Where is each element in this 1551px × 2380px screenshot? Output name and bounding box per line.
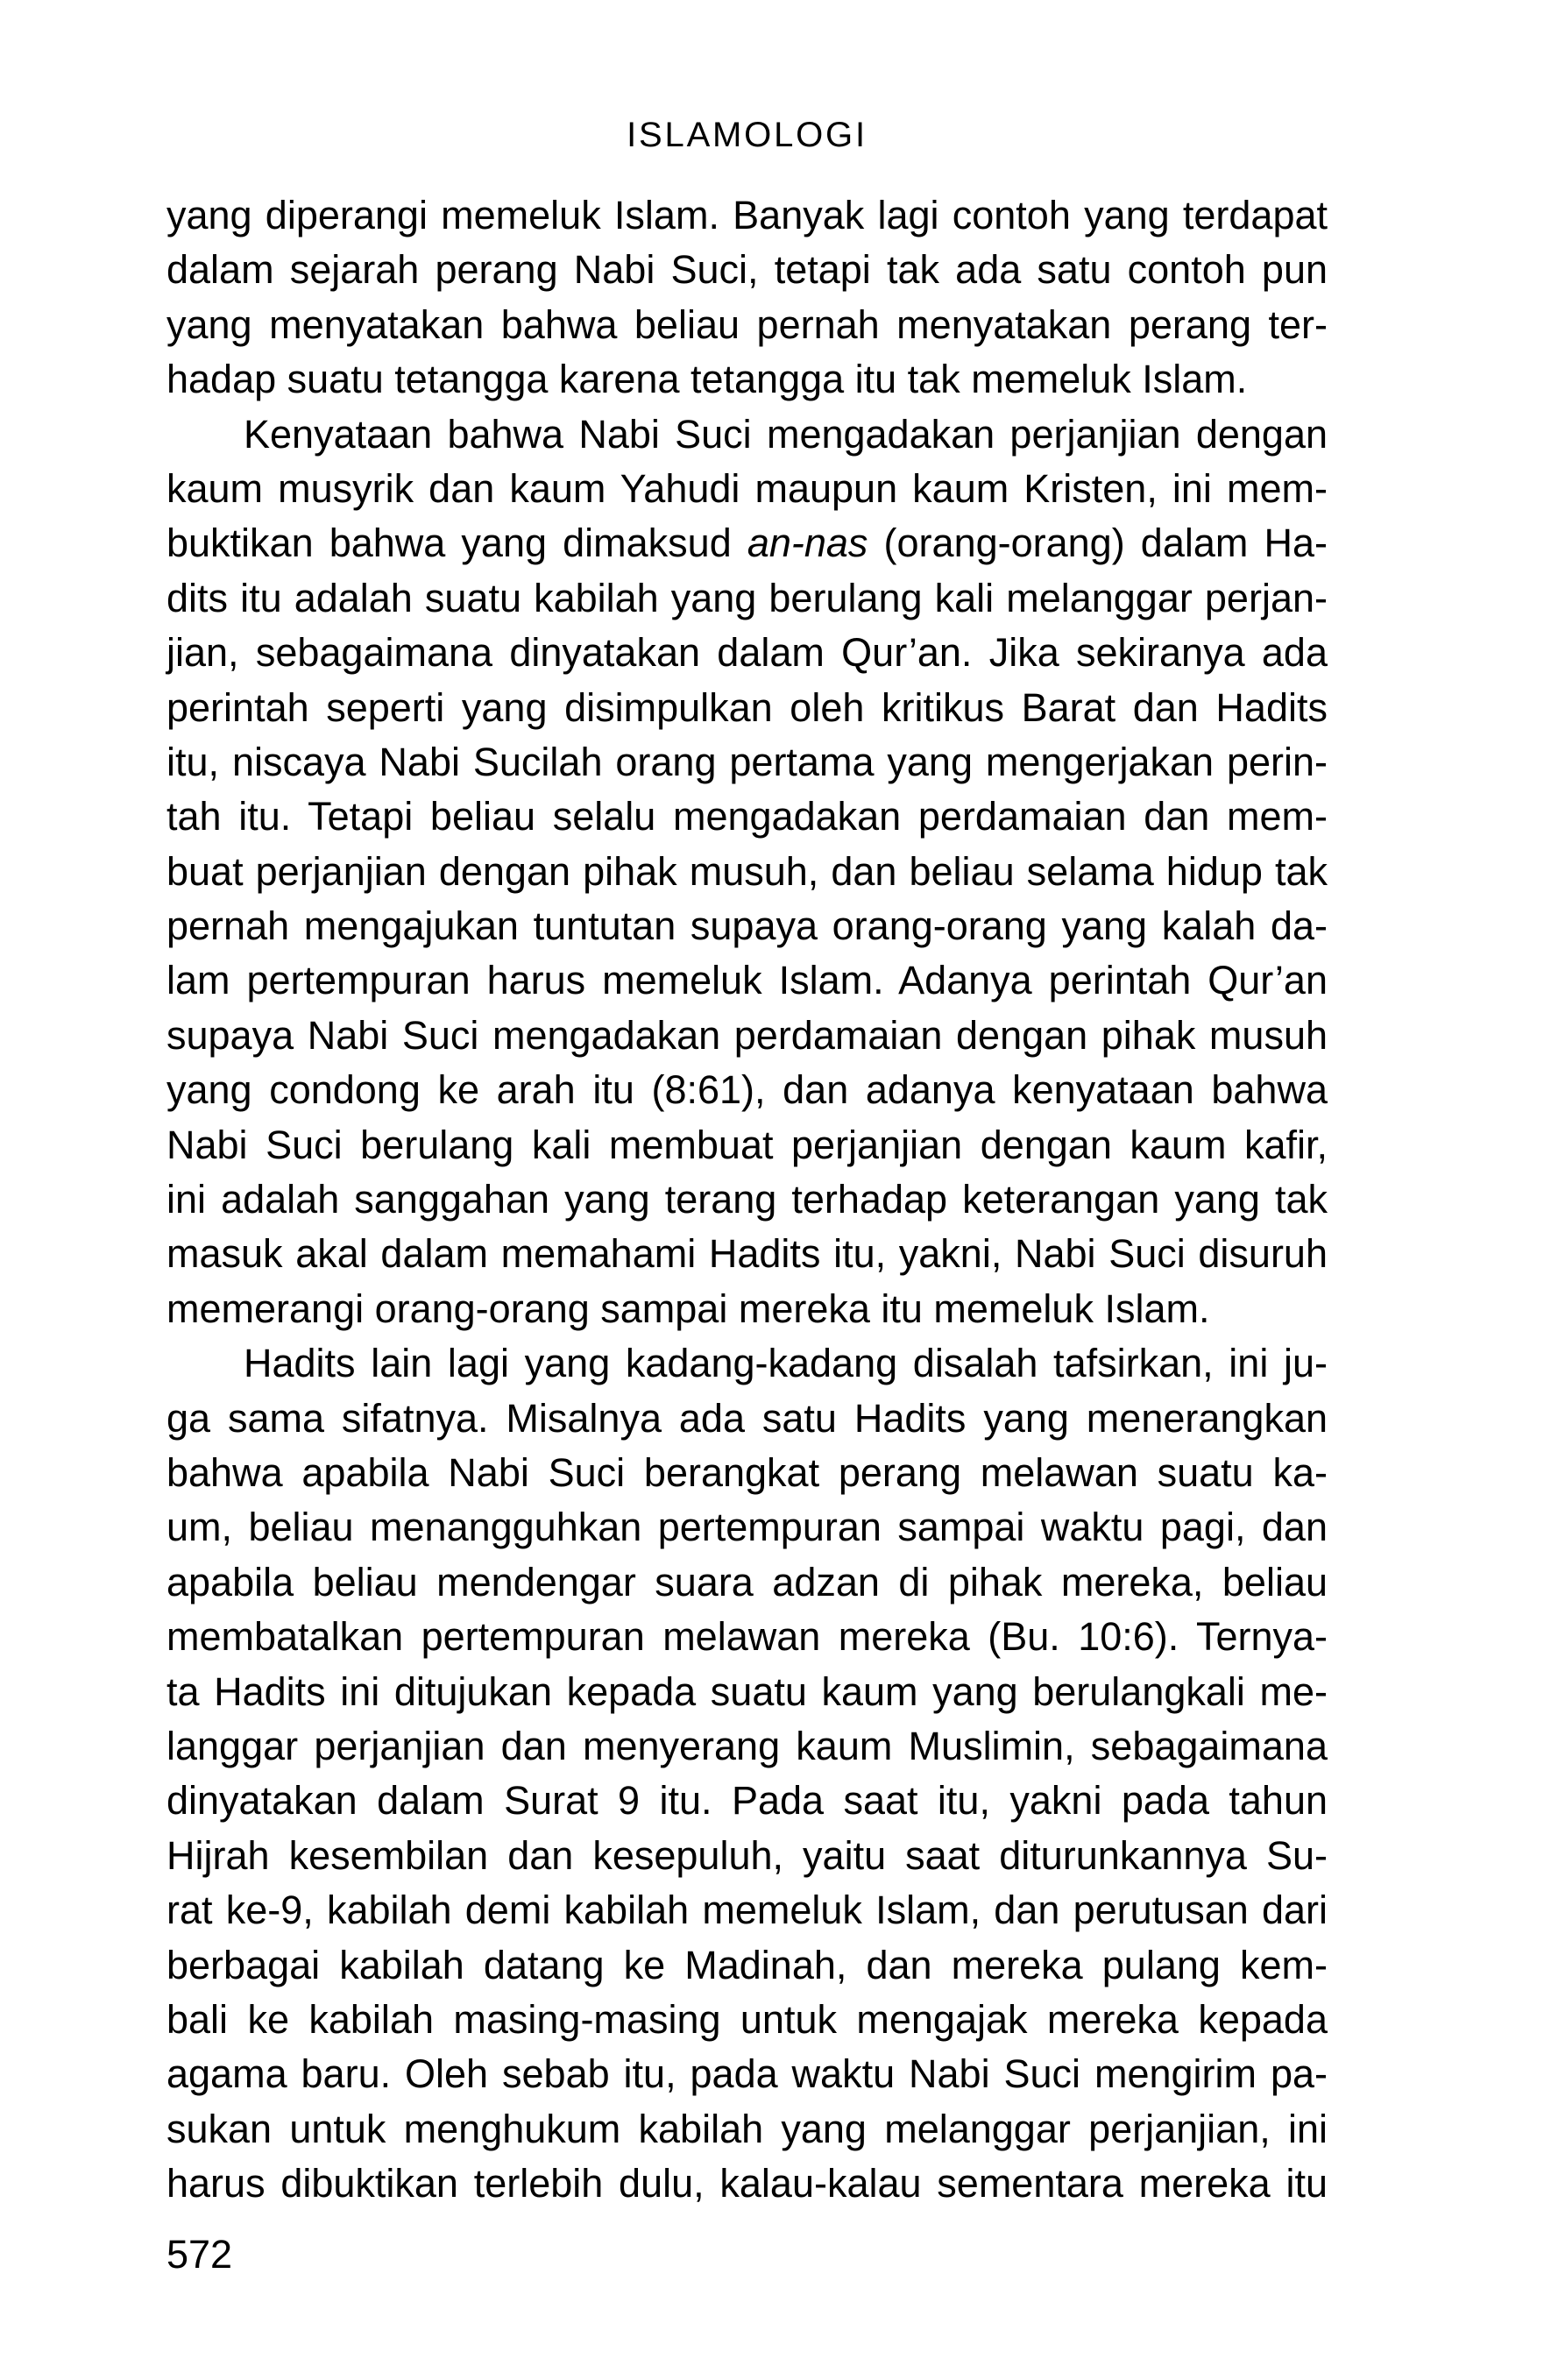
text-segment: dinyatakan dalam Surat 9 itu. Pada saat itu, yakni pada tahun xyxy=(166,1778,1328,1824)
text-segment: kaum musyrik dan kaum Yahudi maupun kaum Kristen, ini mem- xyxy=(166,465,1328,511)
text-line xyxy=(166,1063,1328,1117)
text-segment: (orang-orang) dalam Ha- xyxy=(868,521,1328,566)
text-line xyxy=(166,407,1328,462)
text-segment: Nabi Suci berulang kali membuat perjanjian dengan kaum kafir, xyxy=(166,1122,1328,1167)
text-segment: dits itu adalah suatu kabilah yang berulang kali melanggar perjan- xyxy=(166,575,1328,620)
text-segment: buktikan bahwa yang dimaksud xyxy=(166,521,747,566)
text-line xyxy=(166,1282,1328,1336)
text-segment: langgar perjanjian dan menyerang kaum Muslimin, sebagaimana xyxy=(166,1723,1328,1768)
text-segment: dalam sejarah perang Nabi Suci, tetapi tak ada satu contoh pun xyxy=(166,247,1328,293)
text-segment: yang menyatakan bahwa beliau pernah menyatakan perang ter- xyxy=(166,301,1328,347)
text-segment: bahwa apabila Nabi Suci berangkat perang melawan suatu ka- xyxy=(166,1449,1328,1495)
text-line xyxy=(166,571,1328,626)
text-line xyxy=(166,1555,1328,1610)
text-line xyxy=(166,1774,1328,1828)
text-segment: perintah seperti yang disimpulkan oleh kritikus Barat dan Hadits xyxy=(166,684,1328,730)
text-segment: Kenyataan bahwa Nabi Suci mengadakan perjanjian dengan xyxy=(244,411,1328,457)
text-line xyxy=(166,1172,1328,1227)
text-segment: memerangi orang-orang sampai mereka itu memeluk Islam. xyxy=(166,1286,1210,1331)
text-block xyxy=(166,188,1328,2211)
text-line xyxy=(166,1665,1328,1719)
text-line xyxy=(166,1392,1328,1446)
text-segment: itu, niscaya Nabi Sucilah orang pertama yang mengerjakan perin- xyxy=(166,739,1328,784)
text-segment: sukan untuk menghukum kabilah yang melanggar perjanjian, ini xyxy=(166,2106,1328,2151)
text-line xyxy=(166,681,1328,735)
text-segment: hadap suatu tetangga karena tetangga itu tak memeluk Islam. xyxy=(166,357,1248,402)
text-segment: supaya Nabi Suci mengadakan perdamaian dengan pihak musuh xyxy=(166,1012,1328,1058)
text-line xyxy=(166,2047,1328,2101)
text-line xyxy=(166,735,1328,790)
text-segment: ta Hadits ini ditujukan kepada suatu kaum yang berulangkali me- xyxy=(166,1668,1328,1714)
text-line xyxy=(166,462,1328,516)
text-line xyxy=(166,352,1328,407)
text-segment: um, beliau menangguhkan pertempuran sampai waktu pagi, dan xyxy=(166,1505,1328,1550)
text-segment: agama baru. Oleh sebab itu, pada waktu Nabi Suci mengirim pa- xyxy=(166,2051,1328,2097)
text-segment: apabila beliau mendengar suara adzan di pihak mereka, beliau xyxy=(166,1559,1328,1604)
text-segment: pernah mengajukan tuntutan supaya orang-orang yang kalah da- xyxy=(166,903,1328,949)
text-line xyxy=(166,1336,1328,1391)
text-line xyxy=(166,1829,1328,1883)
text-segment: jian, sebagaimana dinyatakan dalam Qur’an. Jika sekiranya ada xyxy=(166,630,1328,676)
text-segment: ini adalah sanggahan yang terang terhadap keterangan yang tak xyxy=(166,1177,1328,1222)
text-segment: berbagai kabilah datang ke Madinah, dan mereka pulang kem- xyxy=(166,1942,1328,1987)
text-segment: Hijrah kesembilan dan kesepuluh, yaitu saat diturunkannya Su- xyxy=(166,1832,1328,1878)
text-line xyxy=(166,1227,1328,1281)
text-line xyxy=(166,845,1328,899)
text-line xyxy=(166,790,1328,844)
text-line xyxy=(166,2102,1328,2157)
text-line xyxy=(166,1883,1328,1937)
text-segment: rat ke-9, kabilah demi kabilah memeluk Islam, dan perutusan dari xyxy=(166,1888,1328,1933)
text-segment: yang condong ke arah itu (8:61), dan adanya kenyataan bahwa xyxy=(166,1067,1328,1113)
text-segment: membatalkan pertempuran melawan mereka (Bu. 10:6). Ternya- xyxy=(166,1614,1328,1660)
text-line xyxy=(166,243,1328,297)
page-header: ISLAMOLOGI xyxy=(627,116,868,154)
text-segment: buat perjanjian dengan pihak musuh, dan beliau selama hidup tak xyxy=(166,848,1328,894)
text-line xyxy=(166,953,1328,1008)
text-segment: masuk akal dalam memahami Hadits itu, yakni, Nabi Suci disuruh xyxy=(166,1231,1328,1277)
text-line xyxy=(166,1009,1328,1063)
text-line xyxy=(166,1500,1328,1555)
text-segment: tah itu. Tetapi beliau selalu mengadakan perdamaian dan mem- xyxy=(166,794,1328,839)
text-line xyxy=(166,626,1328,680)
text-line xyxy=(166,188,1328,243)
text-line xyxy=(166,516,1328,570)
text-line xyxy=(166,1610,1328,1664)
text-line xyxy=(166,1938,1328,1993)
text-line xyxy=(166,1993,1328,2047)
text-line xyxy=(166,298,1328,352)
text-line xyxy=(166,1719,1328,1774)
text-segment: ga sama sifatnya. Misalnya ada satu Hadits yang menerangkan xyxy=(166,1395,1328,1441)
text-segment: Hadits lain lagi yang kadang-kadang disalah tafsirkan, ini ju- xyxy=(244,1341,1328,1386)
text-segment: lam pertempuran harus memeluk Islam. Adanya perintah Qur’an xyxy=(166,958,1328,1003)
text-segment: harus dibuktikan terlebih dulu, kalau-kalau sementara mereka itu xyxy=(166,2161,1328,2206)
text-segment: yang diperangi memeluk Islam. Banyak lagi contoh yang terdapat xyxy=(166,193,1328,237)
text-line xyxy=(166,2157,1328,2211)
text-line xyxy=(166,899,1328,953)
text-segment: bali ke kabilah masing-masing untuk mengajak mereka kepada xyxy=(166,1996,1328,2042)
text-line xyxy=(166,1118,1328,1172)
page-number: 572 xyxy=(166,2232,233,2277)
italic-term: an-nas xyxy=(747,521,868,566)
text-line xyxy=(166,1446,1328,1500)
